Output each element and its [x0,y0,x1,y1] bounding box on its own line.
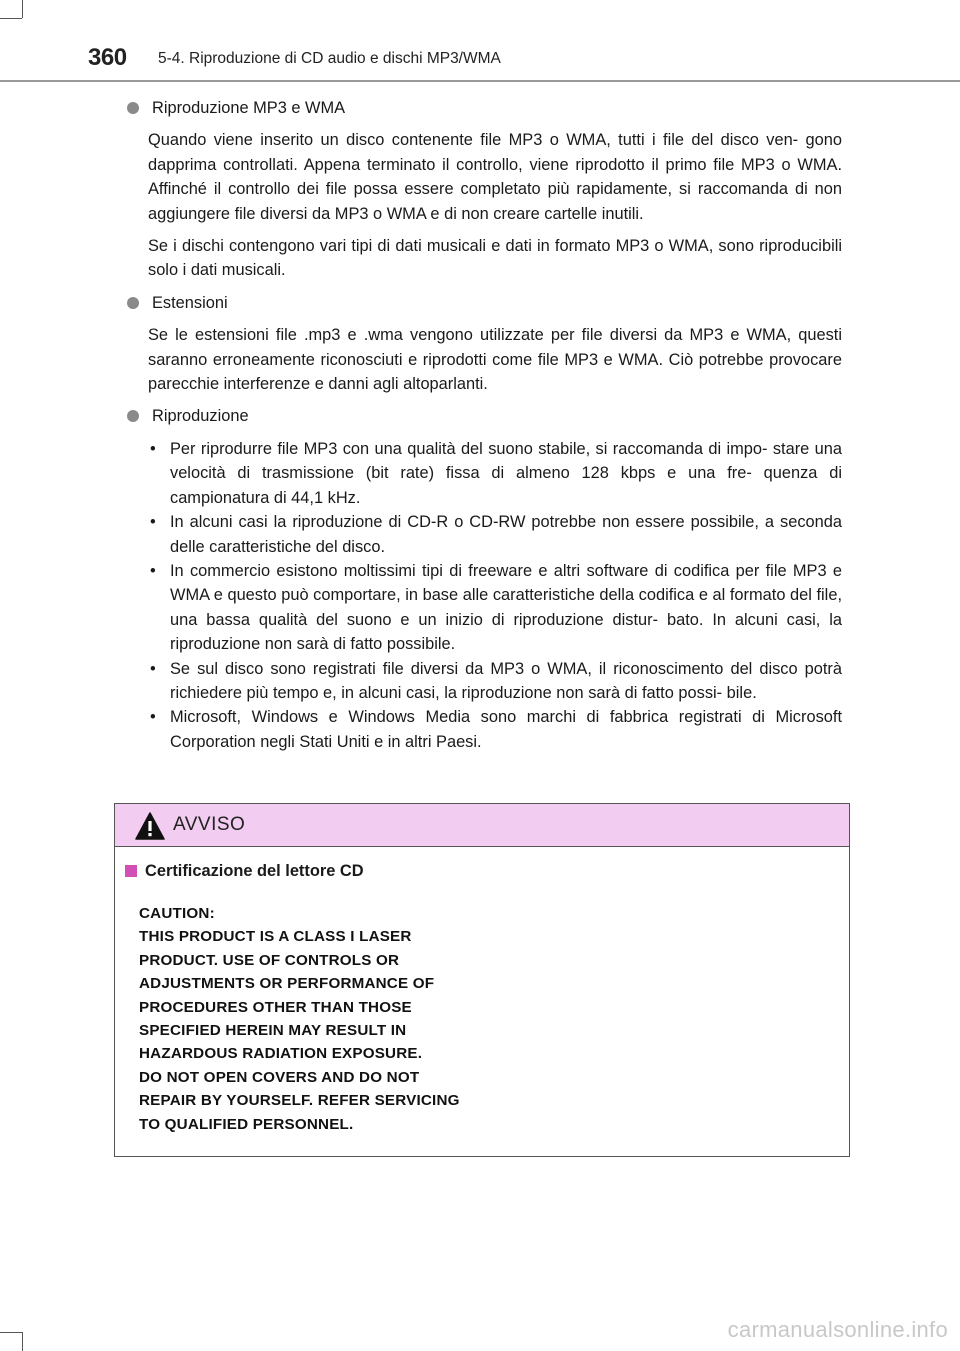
main-content [128,96,842,754]
header-rule [0,80,960,82]
crop-mark [0,1332,22,1333]
watermark: carmanualsonline.info [727,1317,948,1342]
bullet-heading: Riproduzione [128,404,842,428]
label-line: DO NOT OPEN COVERS AND DO NOT [139,1068,420,1086]
label-line: ADJUSTMENTS OR PERFORMANCE OF [139,975,435,993]
bullet-dot-icon [127,410,139,422]
list-item: • Microsoft, Windows e Windows Media sono marchi di fabbrica registrati di Microsoft Corporation negli Stati Uniti e in altri Paesi. [148,705,842,754]
list-item: • In commercio esistono moltissimi tipi di freeware e altri software di codifica per file MP3 e WMA e questo può comportare, in base alle caratteristiche della codifica e al formato del file, una bassa qualità del suono e un inizio di riproduzione distur- bato. In alcuni casi, la riproduzione non sarà di fatto possibile. [148,559,842,657]
list-item: • Se sul disco sono registrati file diversi da MP3 o WMA, il riconoscimento del disco potrà richiedere più tempo e, in alcuni casi, la riproduzione non sarà di fatto possi- bile. [148,657,842,706]
page-header [0,40,960,84]
warning-title: AVVISO [173,814,246,835]
square-bullet-icon [125,865,137,877]
label-line: REPAIR BY YOURSELF. REFER SERVICING [139,1092,460,1110]
crop-mark [22,1332,23,1351]
label-line: SPECIFIED HEREIN MAY RESULT IN [139,1022,407,1040]
paragraph: Quando viene inserito un disco contenente file MP3 o WMA, tutti i file del disco ven- gono dapprima controllati. Appena terminato il controllo, viene riprodotto il primo file MP3 o WMA. Affinché il controllo dei file possa essere completato più rapidamente, si raccomanda di non aggiungere file diversi da MP3 o WMA e di non creare cartelle inutili. [148,131,842,223]
label-line: CAUTION: [139,905,215,922]
block-playback [128,404,842,754]
label-line: PRODUCT. USE OF CONTROLS OR [139,951,400,969]
label-line: TO QUALIFIED PERSONNEL. [139,1115,354,1133]
list-item: • In alcuni casi la riproduzione di CD-R o CD-RW potrebbe non essere possibile, a seconda delle caratteristiche del disco. [148,510,842,559]
label-line: PROCEDURES OTHER THAN THOSE [139,998,412,1016]
warning-box [114,803,850,1157]
crop-mark [22,0,23,18]
warning-subheading: Certificazione del lettore CD [125,862,364,881]
bullet-heading: Estensioni [128,291,842,315]
bullet-dot-icon [127,297,139,309]
caution-label [139,902,460,1136]
label-line: THIS PRODUCT IS A CLASS I LASER [139,928,412,946]
bullet-list [148,437,842,754]
bullet-heading: Riproduzione MP3 e WMA [128,96,842,120]
label-line: HAZARDOUS RADIATION EXPOSURE. [139,1045,423,1063]
crop-mark [0,18,22,19]
list-item: • Per riprodurre file MP3 con una qualità del suono stabile, si raccomanda di impo- stare una velocità di trasmissione (bit rate) fissa di almeno 128 kbps e una fre- quenza di campionatura di 44,1 kHz. [148,437,842,510]
paragraph: Se i dischi contengono vari tipi di dati musicali e dati in formato MP3 o WMA, sono riproducibili solo i dati musicali. [148,237,842,280]
block-mp3-wma [128,96,842,283]
block-extensions [128,291,842,397]
page-number: 360 [88,44,127,71]
warning-header [115,804,849,847]
warning-triangle-icon [135,812,165,840]
bullet-dot-icon [127,102,139,114]
paragraph: Se le estensioni file .mp3 e .wma vengono utilizzate per file diversi da MP3 e WMA, questi saranno erroneamente riconosciuti e riprodotti come file MP3 e WMA. Ciò potrebbe provocare parecchie interferenze e danni agli altoparlanti. [148,326,842,394]
section-title: 5-4. Riproduzione di CD audio e dischi MP3/WMA [158,50,501,67]
